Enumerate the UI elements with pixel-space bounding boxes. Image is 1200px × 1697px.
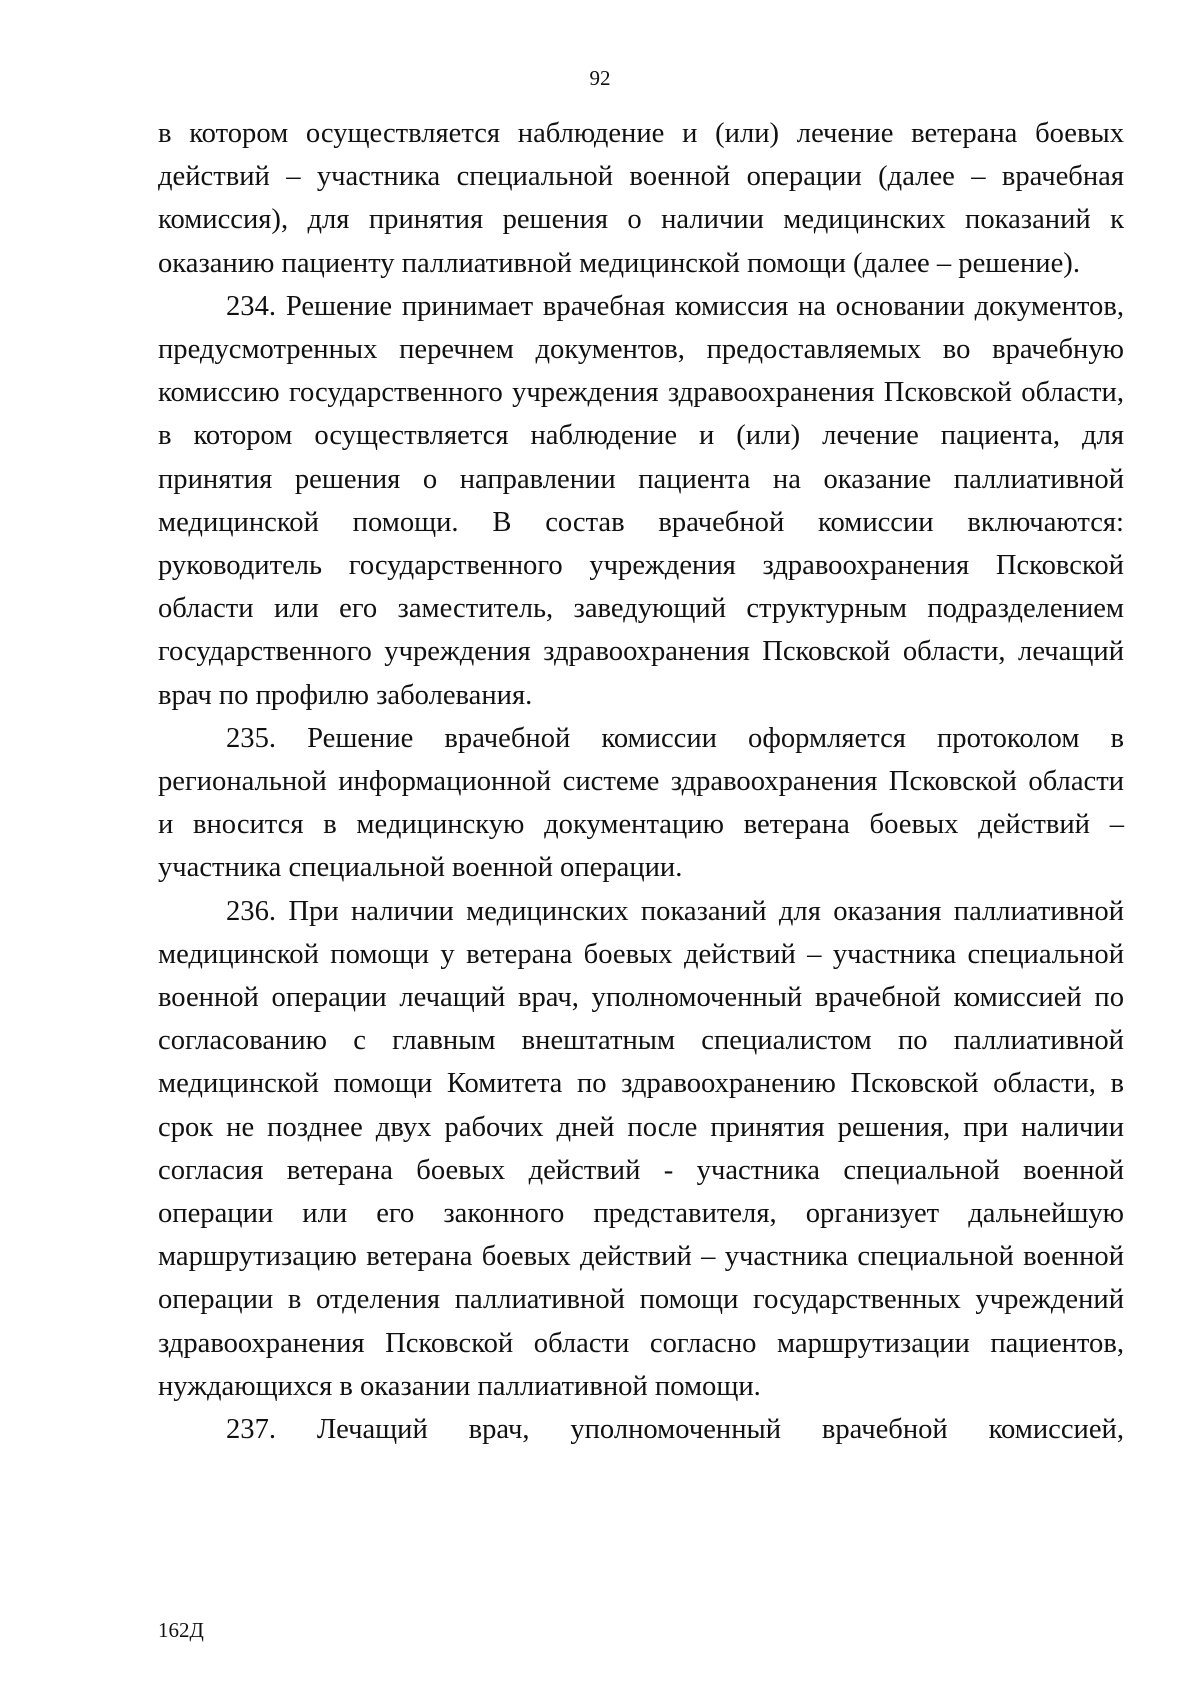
paragraph-continuation: в котором осуществляется наблюдение и (или) лечение ветерана боевых действий – участника специальной военной операции (далее – врачебная комиссия), для принятия решения о наличии медицинских показаний к оказанию пациенту паллиативной медицинской помощи (далее – решение). [158,118,1124,279]
paragraph-item-235: 235. Решение врачебной комиссии оформляется протоколом в региональной информационной системе здравоохранения Псковской области и вносится в медицинскую документацию ветерана боевых действий – участника специальной военной операции. [158,722,1124,884]
document-body [158,112,1124,1451]
paragraph-item-237: 237. Лечащий врач, уполномоченный врачебной комиссией, [226,1414,1124,1446]
document-footer-code: 162Д [158,1618,204,1642]
paragraph-item-234: 234. Решение принимает врачебная комиссия на основании документов, предусмотренных перечнем документов, предоставляемых во врачебную комиссию государственного учреждения здравоохранения Псковской области, в котором осуществляется наблюдение и (или) лечение пациента, для принятия решения о направлении пациента на оказание паллиативной медицинской помощи. В состав врачебной комиссии включаются: руководитель государственного учреждения здравоохранения Псковской области или его заместитель, заведующий структурным подразделением государственного учреждения здравоохранения Псковской области, лечащий врач по профилю заболевания. [158,290,1124,711]
page-number: 92 [589,66,611,90]
paragraph-item-236: 236. При наличии медицинских показаний для оказания паллиативной медицинской помощи у ветерана боевых действий – участника специальной военной операции лечащий врач, уполномоченный врачебной комиссией по согласованию с главным внештатным специалистом по паллиативной медицинской помощи Комитета по здравоохранению Псковской области, в срок не позднее двух рабочих дней после принятия решения, при наличии согласия ветерана боевых действий - участника специальной военной операции или его законного представителя, организует дальнейшую маршрутизацию ветерана боевых действий – участника специальной военной операции в отделения паллиативной помощи государственных учреждений здравоохранения Псковской области согласно маршрутизации пациентов, нуждающихся в оказании паллиативной помощи. [158,895,1124,1402]
